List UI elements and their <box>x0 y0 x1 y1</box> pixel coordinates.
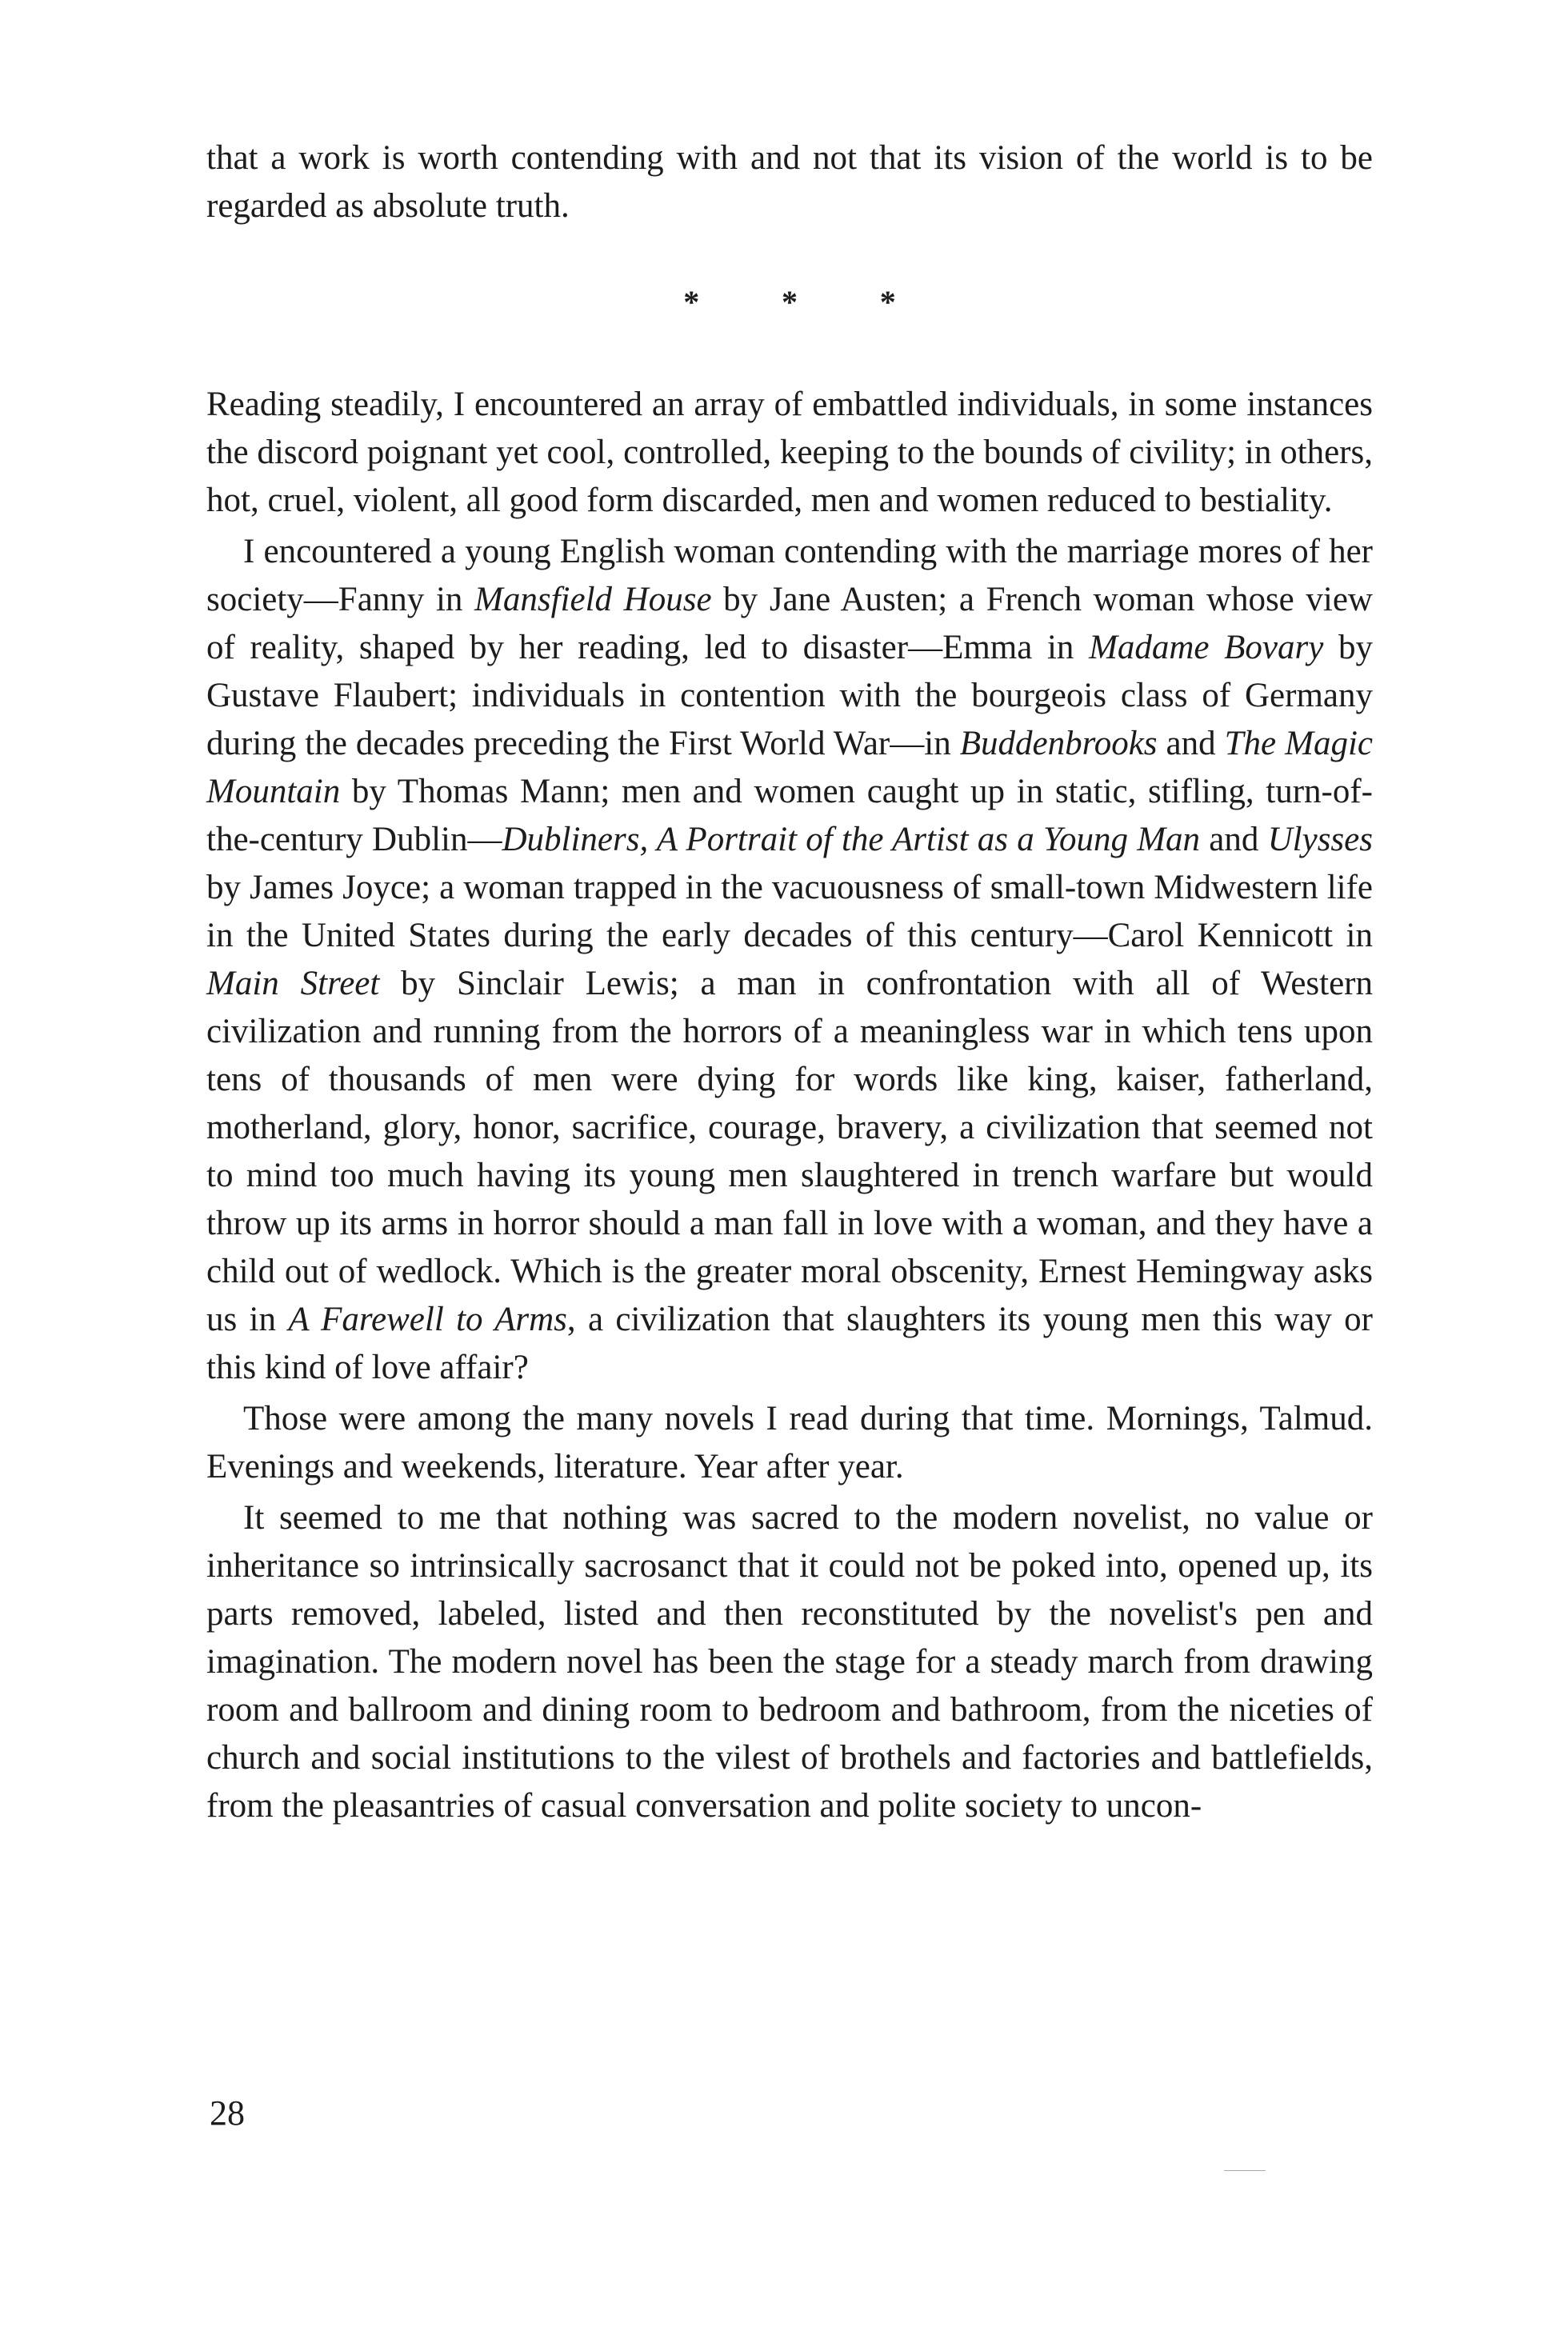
text-run: by Sinclair Lewis; a man in confrontation with all of Western civilization and running from the horrors of a meaningless war in which tens upon tens of thousands of men were dying for words like king, kaiser, fatherland, motherland, glory, honor, sacrifice, courage, bravery, a civilization that seemed not to mind too much having its young men slaughtered in trench warfare but would throw up its arms in horror should a man fall in love with a woman, and they have a child out of wedlock. Which is the greater moral obscenity, Ernest Hemingway asks us in <box>206 965 1373 1338</box>
footer-rule <box>1224 2170 1266 2171</box>
text-run: and <box>1157 725 1225 762</box>
book-title-mansfield-house: Mansfield House <box>474 581 712 618</box>
text-run: I encountered a young English woman contending with the marriage mores of her society—Fanny in <box>206 533 1373 618</box>
book-title-magic-mountain: The Magic Mountain <box>206 725 1374 810</box>
text-run: by James Joyce; a woman trapped in the vacuousness of small-town Midwestern life in the United States during the early decades of this century—Carol Kennicott in <box>206 869 1373 954</box>
book-title-buddenbrooks: Buddenbrooks <box>959 725 1158 762</box>
page-number: 28 <box>210 2093 245 2133</box>
book-title-main-street: Main Street <box>206 965 380 1002</box>
book-title-ulysses: Ulysses <box>1267 821 1373 858</box>
book-title-farewell-to-arms: A Farewell to Arms <box>288 1301 567 1338</box>
paragraph-nothing-sacred: It seemed to me that nothing was sacred to the modern novelist, no value or inheritance so intrinsically sacrosanct that it could not be poked into, opened up, its parts removed, labeled, listed and then reconstituted by the novelist's pen and imagination. The modern novel has been the stage for a steady march from drawing room and ballroom and dining room to bedroom and bathroom, from the niceties of church and social institutions to the vilest of brothels and factories and battlefields, from the pleasantries of casual conversation and polite society to uncon- <box>206 1499 1373 1825</box>
text-run: by Gustave Flaubert; individuals in contention with the bourgeois class of Germany during the decades preceding the First World War—in <box>206 629 1373 762</box>
opening-paragraph: that a work is worth contending with and not that its vision of the world is to be regarded as absolute truth. <box>206 139 1373 225</box>
text-run: by Thomas Mann; men and women caught up in static, stifling, turn-of-the-century Dublin— <box>206 773 1373 858</box>
section-break-star: * <box>782 284 798 320</box>
page-body <box>206 134 1373 1830</box>
book-title-dubliners-portrait: Dubliners, A Portrait of the Artist as a Young Man <box>502 821 1201 858</box>
section-break <box>206 278 1373 326</box>
text-run: and <box>1200 821 1268 858</box>
book-title-madame-bovary: Madame Bovary <box>1089 629 1324 666</box>
paragraph-mornings-talmud: Those were among the many novels I read during that time. Mornings, Talmud. Evenings and weekends, literature. Year after year. <box>206 1400 1373 1485</box>
section-break-star: * <box>683 284 700 320</box>
text-run: , a civilization that slaughters its young men this way or this kind of love affair? <box>206 1301 1373 1386</box>
paragraph-novels-list <box>206 528 1373 1392</box>
paragraph-reading-steadily: Reading steadily, I encountered an array of embattled individuals, in some instances the discord poignant yet cool, controlled, keeping to the bounds of civility; in others, hot, cruel, violent, all good form discarded, men and women reduced to bestiality. <box>206 386 1373 519</box>
text-run: by Jane Austen; a French woman whose view of reality, shaped by her reading, led to disaster—Emma in <box>206 581 1373 666</box>
section-break-star: * <box>879 284 896 320</box>
